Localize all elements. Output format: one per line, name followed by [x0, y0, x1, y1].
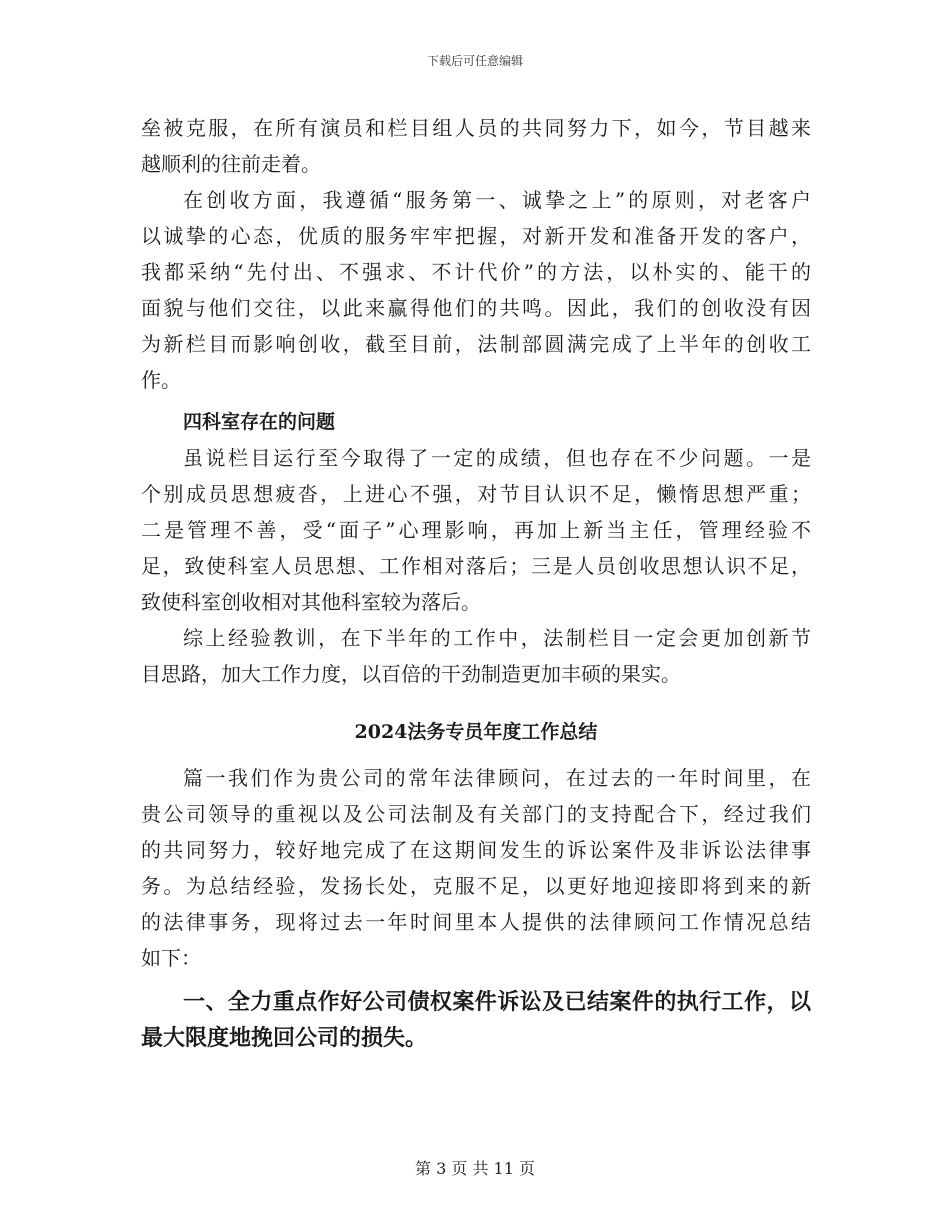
- section-heading: 四科室存在的问题: [183, 411, 336, 433]
- text-line: 贵公司领导的重视以及公司法制及有关部门的支持配合下，经过我们: [141, 802, 811, 826]
- text-line: 在创收方面，我遵循“服务第一、诚挚之上”的原则，对老客户: [183, 188, 811, 212]
- text-line: 的共同努力，较好地完成了在这期间发生的诉讼案件及非诉讼法律事: [141, 838, 811, 862]
- article-body: [141, 760, 811, 976]
- paragraph-summary: [141, 620, 811, 692]
- heading-line: 最大限度地挽回公司的损失。: [141, 1025, 428, 1051]
- text-line: 垒被克服，在所有演员和栏目组人员的共同努力下，如今，节目越来: [141, 116, 811, 140]
- text-line: 为新栏目而影响创收，截至目前，法制部圆满完成了上半年的创收工: [141, 332, 811, 356]
- article-heading-1: [141, 984, 811, 1056]
- paragraph-revenue: [141, 182, 811, 398]
- text-line: 综上经验教训，在下半年的工作中，法制栏目一定会更加创新节: [183, 626, 811, 650]
- page-number: 第 3 页 共 11 页: [415, 1159, 535, 1178]
- text-line: 面貌与他们交往，以此来赢得他们的共鸣。因此，我们的创收没有因: [141, 296, 811, 320]
- text-line: 致使科室创收相对其他科室较为落后。: [141, 590, 481, 614]
- text-line: 越顺利的往前走着。: [141, 152, 321, 176]
- text-line: 我都采纳“先付出、不强求、不计代价”的方法，以朴实的、能干的: [141, 260, 811, 284]
- text-line: 个别成员思想疲沓，上进心不强，对节目认识不足，懒惰思想严重；: [141, 482, 811, 506]
- text-line: 二是管理不善，受“面子”心理影响，再加上新当主任，管理经验不: [141, 518, 811, 542]
- text-line: 如下：: [141, 946, 201, 970]
- text-line: 以诚挚的心态，优质的服务牢牢把握，对新开发和准备开发的客户，: [141, 224, 811, 248]
- article-title: 2024法务专员年度工作总结: [354, 721, 598, 743]
- text-line: 务。为总结经验，发扬长处，克服不足，以更好地迎接即将到来的新: [141, 874, 811, 898]
- text-line: 虽说栏目运行至今取得了一定的成绩，但也存在不少问题。一是: [183, 446, 811, 470]
- paragraph-continuation: [141, 110, 811, 182]
- article-title-wrap: [141, 714, 811, 750]
- text-line: 的法律事务，现将过去一年时间里本人提供的法律顾问工作情况总结: [141, 910, 811, 934]
- section-problems: [141, 404, 811, 620]
- page-header-note: 下载后可任意编辑: [426, 54, 523, 68]
- heading-line: 一、全力重点作好公司债权案件诉讼及已结案件的执行工作，以: [183, 989, 811, 1015]
- text-line: 足，致使科室人员思想、工作相对落后；三是人员创收思想认识不足，: [141, 554, 811, 578]
- text-line: 作。: [141, 368, 181, 392]
- text-line: 篇一我们作为贵公司的常年法律顾问，在过去的一年时间里，在: [183, 766, 811, 790]
- text-line: 目思路，加大工作力度，以百倍的干劲制造更加丰硕的果实。: [141, 662, 681, 686]
